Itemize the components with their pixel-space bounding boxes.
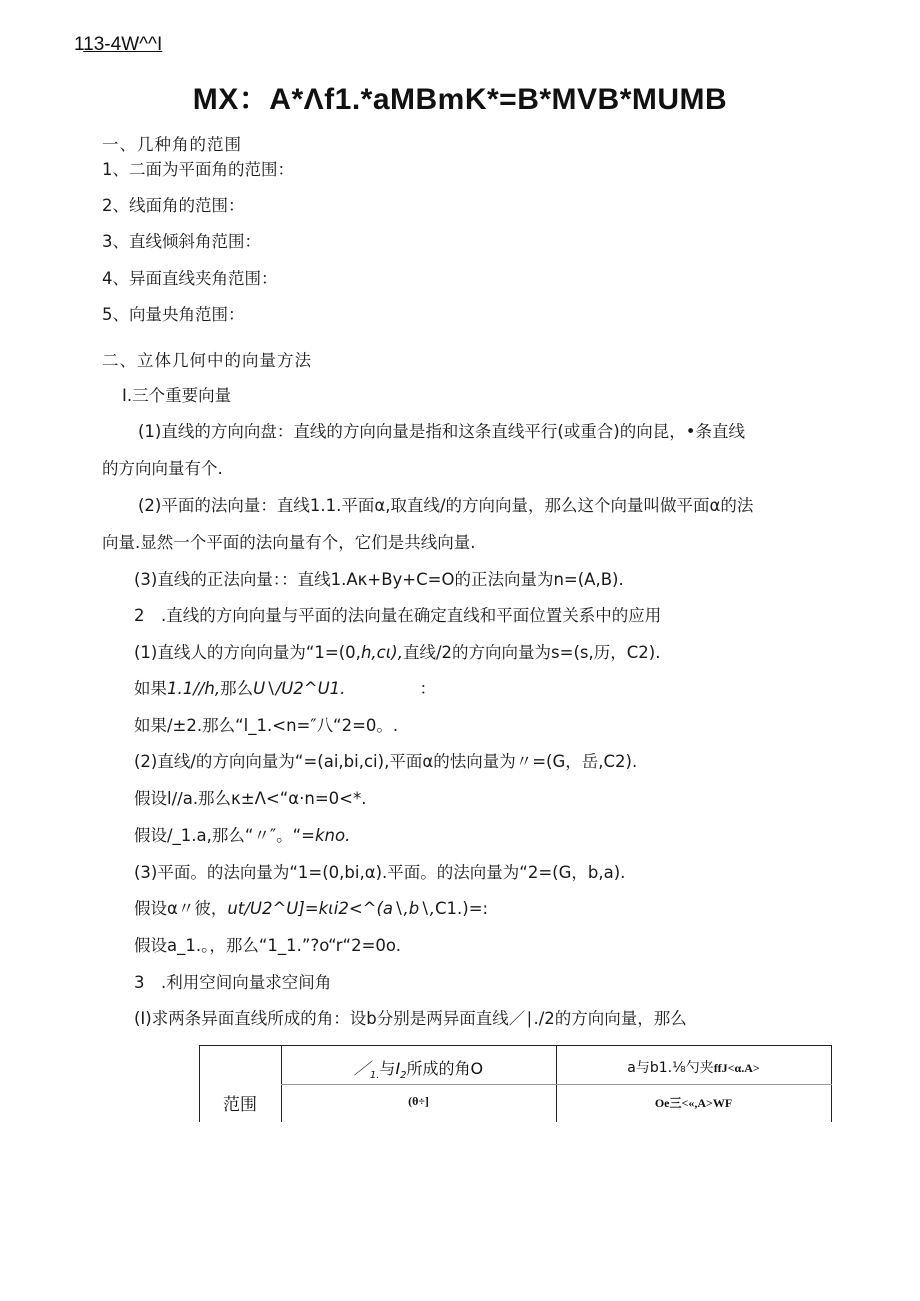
paragraph-direction-vector: (1)直线的方向向盘：直线的方向向量是指和这条直线平行(或重合)的向昆，•条直线 xyxy=(138,422,745,441)
col1-header-a: ／ xyxy=(353,1059,370,1078)
line-plane-vectors: (2)直线/的方向向量为“=(ai,bi,ci),平面α的怯向量为〃=(G，岳,C2). xyxy=(134,752,638,771)
assume-perp-a: 假设/_1.a,那么“〃″。“ xyxy=(134,826,302,845)
subsection-2-heading: 2 .直线的方向向量与平面的法向量在确定直线和平面位置关系中的应用 xyxy=(134,606,662,625)
table-row-divider xyxy=(281,1084,832,1085)
col1-header-e: 2 xyxy=(400,1070,407,1082)
assume-planes-parallel xyxy=(134,898,488,920)
section1-item-4: 4、异面直线夹角范围： xyxy=(102,269,278,288)
col1-header-d: I xyxy=(395,1059,401,1078)
assume-planes-a: 假设α〃彼， xyxy=(134,899,228,918)
col1-header-b: 1. xyxy=(369,1070,380,1082)
if-parallel-e: ： xyxy=(419,679,436,698)
paragraph-direction-vector-cont: 的方向向量有个. xyxy=(102,459,223,478)
table-row-label: 范围 xyxy=(223,1095,257,1115)
line-direction-vectors-c: 直线/2的方向向量为s=(s,历，C2). xyxy=(402,643,661,662)
if-parallel-line xyxy=(134,678,436,700)
plane-normal-vectors: (3)平面。的法向量为“1=(0,bi,α).平面。的法向量为“2=(G，b,a). xyxy=(134,863,626,882)
angle-range-table xyxy=(199,1045,832,1122)
if-parallel-c: 那么 xyxy=(220,679,254,698)
paragraph-normal-vector-cont: 向量.显然一个平面的法向量有个，它们是共线向量. xyxy=(102,533,476,552)
col1-header-f: 所成的角O xyxy=(406,1059,484,1078)
assume-planes-b: ut∕U2^U]=kιi2<^(a∖,b∖, xyxy=(227,899,436,918)
table-col1-header xyxy=(281,1056,556,1081)
assume-planes-perpendicular: 假设a_1.。，那么“1_1.”?o“r“2=0o. xyxy=(134,936,401,955)
if-parallel-b: 1.1∕∕h, xyxy=(167,679,221,698)
page-title: MX：A*Λf1.*aMBmK*=B*MVB*MUMB xyxy=(192,83,728,116)
document-code-prefix: 1 xyxy=(74,34,84,55)
subsection-3-heading: 3 .利用空间向量求空间角 xyxy=(134,973,332,992)
if-perpendicular-line: 如果/±2.那么“l_1.<n=″八“2=0。. xyxy=(134,716,399,735)
section1-item-3: 3、直线倾斜角范围： xyxy=(102,232,261,251)
line-direction-vectors-a: (1)直线人的方向向量为“1=(0, xyxy=(134,643,361,662)
subsection-1-heading: I.三个重要向量 xyxy=(122,386,232,405)
table-col2-range: Oe三<«,A>WF xyxy=(654,1096,733,1110)
line-direction-vectors xyxy=(134,642,660,664)
line-direction-vectors-b: h,cι), xyxy=(360,643,403,662)
paragraph-normal-vector: (2)平面的法向量：直线1.1.平面α,取直线/的方向向量，那么这个向量叫做平面α的法 xyxy=(138,496,754,515)
assume-parallel-line: 假设l∕∕a.那么κ±Λ<“α·n=0<*. xyxy=(134,789,367,808)
section1-item-5: 5、向量央角范围： xyxy=(102,305,245,324)
assume-planes-c: C1.)=: xyxy=(435,899,489,918)
col1-header-c: 与 xyxy=(379,1059,396,1078)
paragraph-positive-normal: (3)直线的正法向量：：直线1.Aκ+By+C=O的正法向量为n=(A,B). xyxy=(134,570,624,589)
if-parallel-d: U∖∕U2^U1. xyxy=(253,679,346,698)
document-code xyxy=(74,34,162,56)
if-parallel-a: 如果 xyxy=(134,679,167,698)
col2-header-b: ffJ<α.A> xyxy=(713,1061,760,1075)
skew-lines-angle-paragraph: (I)求两条异面直线所成的角：设b分别是两异面直线／∣./2的方向向量，那么 xyxy=(134,1009,687,1028)
document-code-main: 13-4W^^I xyxy=(83,34,163,55)
section1-heading: 一、几种角的范围 xyxy=(102,135,242,154)
table-col2-header xyxy=(556,1057,831,1077)
assume-perp-b: =kno. xyxy=(301,826,351,845)
assume-perpendicular-line xyxy=(134,825,350,847)
section1-item-2: 2、线面角的范围： xyxy=(102,196,245,215)
section2-heading: 二、立体几何中的向量方法 xyxy=(102,351,312,370)
section1-item-1: 1、二面为平面角的范围： xyxy=(102,160,294,179)
col2-header-a: a与b1.⅛勺夹 xyxy=(627,1060,714,1076)
table-col1-range: (θ÷] xyxy=(408,1094,429,1108)
